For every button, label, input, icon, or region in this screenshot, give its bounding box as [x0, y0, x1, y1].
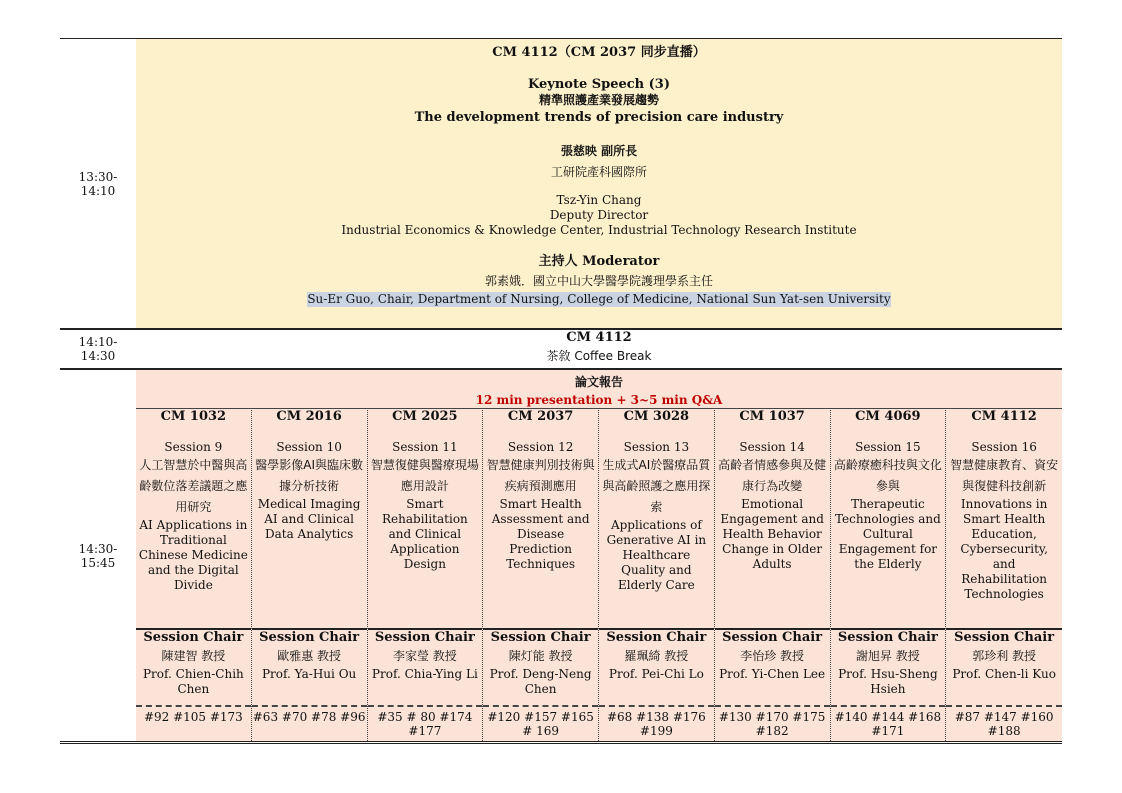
keynote-title-zh: 精準照護產業發展趨勢	[538, 93, 659, 107]
session-room: CM 3028	[623, 409, 690, 424]
session-room: CM 4069	[855, 409, 921, 424]
moderator-label: 主持人 Moderator	[538, 254, 660, 269]
session-chair-zh: 歐雅惠 教授	[277, 649, 342, 663]
session-chair-zh: 陳灯能 教授	[508, 649, 573, 663]
session-column	[831, 408, 947, 741]
moderator-zh: 郭素娥．國立中山大學醫學院護理學系主任	[484, 274, 713, 288]
session-title-zh: 智慧健康判別技術與疾病預測應用	[486, 458, 595, 493]
session-chair-zh: 羅珮綺 教授	[624, 649, 689, 663]
session-column	[715, 408, 831, 741]
session-chair-zh: 李怡珍 教授	[740, 649, 805, 663]
keynote-row	[60, 38, 1062, 330]
session-name: Session 14	[739, 440, 805, 454]
break-time: 14:10- 14:30	[78, 335, 118, 363]
session-title-zh: 高齡療癒科技與文化參與	[833, 458, 942, 493]
session-chair-label: Session Chair	[606, 630, 707, 645]
session-title-zh: 生成式AI於醫療品質與高齡照護之應用探索	[602, 458, 711, 514]
moderator-en-selected-text[interactable]: Su-Er Guo, Chair, Department of Nursing, College of Medicine, National Sun Yat-sen University	[307, 292, 891, 306]
session-title-en: Smart Health Assessment and Disease Prediction Techniques	[491, 497, 590, 571]
session-chair-label: Session Chair	[259, 630, 360, 645]
session-chair-en: Prof. Yi-Chen Lee	[719, 667, 826, 681]
speaker-org-zh: 工研院產科國際所	[550, 165, 647, 179]
session-room: CM 1032	[160, 409, 227, 424]
session-paper-ids: #87 #147 #160 #188	[954, 710, 1054, 738]
session-title-en: Smart Rehabilitation and Clinical Application Design	[381, 497, 468, 571]
session-column	[599, 408, 715, 741]
session-title-zh: 醫學影像AI與臨床數據分析技術	[255, 458, 363, 493]
session-paper-ids: #35 # 80 #174 #177	[377, 710, 473, 738]
session-title-en: Applications of Generative AI in Healthcare Quality and Elderly Care	[606, 518, 707, 592]
break-cell	[136, 330, 1062, 368]
speaker-position-en: Deputy Director	[549, 208, 649, 222]
papers-time: 14:30- 15:45	[78, 541, 118, 570]
session-chair-zh: 陳建智 教授	[161, 649, 226, 663]
session-column	[368, 408, 484, 741]
session-chair-label: Session Chair	[954, 630, 1055, 645]
session-title-en: Medical Imaging AI and Clinical Data Analytics	[257, 497, 361, 541]
session-chair-label: Session Chair	[837, 630, 938, 645]
session-chair-en: Prof. Hsu-Sheng Hsieh	[838, 667, 938, 696]
session-title-en: Innovations in Smart Health Education, Cybersecurity, and Rehabilitation Technologies	[960, 497, 1048, 601]
session-name: Session 13	[623, 440, 690, 454]
session-chair-label: Session Chair	[722, 630, 823, 645]
session-name: Session 12	[507, 440, 574, 454]
session-room: CM 2037	[507, 409, 574, 424]
session-chair-label: Session Chair	[490, 630, 591, 645]
session-column	[252, 408, 368, 741]
session-paper-ids: #63 #70 #78 #96	[252, 710, 366, 724]
keynote-title-en: Keynote Speech (3)	[527, 77, 671, 92]
session-chair-en: Prof. Chia-Ying Li	[371, 667, 478, 681]
session-title-en: Emotional Engagement and Health Behavior Change in Older Adults	[720, 497, 824, 571]
session-name: Session 11	[392, 440, 458, 454]
session-name: Session 16	[971, 440, 1037, 454]
session-column	[136, 408, 252, 741]
speaker-name-en: Tsz-Yin Chang	[556, 193, 642, 207]
session-chair-label: Session Chair	[374, 630, 475, 645]
session-chair-en: Prof. Ya-Hui Ou	[261, 667, 357, 681]
session-title-zh: 高齡者情感參與及健康行為改變	[718, 458, 827, 493]
session-title-zh: 人工智慧於中醫與高齡數位落差議題之應用研究	[139, 458, 248, 514]
session-name: Session 10	[276, 440, 342, 454]
schedule-table	[60, 38, 1062, 744]
session-paper-ids: #68 #138 #176 #199	[606, 710, 706, 738]
session-chair-en: Prof. Pei-Chi Lo	[608, 667, 704, 681]
papers-label: 論文報告	[574, 375, 623, 389]
session-paper-ids: #120 #157 #165 # 169	[487, 710, 594, 738]
session-chair-zh: 謝旭昇 教授	[855, 649, 920, 663]
break-label: 茶敘 Coffee Break	[546, 349, 652, 363]
session-column	[946, 408, 1062, 741]
speaker-name-zh: 張慈映 副所長	[560, 144, 638, 158]
papers-note: 12 min presentation + 3~5 min Q&A	[475, 393, 723, 407]
session-chair-zh: 郭珍利 教授	[972, 649, 1037, 663]
session-paper-ids: #92 #105 #173	[143, 710, 243, 724]
session-column	[483, 408, 599, 741]
session-room: CM 4112	[971, 409, 1037, 424]
session-room: CM 1037	[739, 409, 805, 424]
session-title-zh: 智慧復健與醫療現場應用設計	[370, 458, 479, 493]
papers-cell	[136, 370, 1062, 741]
papers-row	[60, 370, 1062, 744]
keynote-topic: The development trends of precision care industry	[414, 110, 784, 125]
session-chair-en: Prof. Chen-li Kuo	[952, 667, 1056, 681]
sessions-grid	[136, 408, 1062, 741]
session-name: Session 9	[164, 440, 223, 454]
session-name: Session 15	[855, 440, 921, 454]
session-title-zh: 智慧健康教育、資安與復健科技創新	[950, 458, 1059, 493]
session-title-en: AI Applications in Traditional Chinese Medicine and the Digital Divide	[138, 518, 248, 592]
session-paper-ids: #140 #144 #168 #171	[834, 710, 942, 738]
session-chair-en: Prof. Chien-Chih Chen	[142, 667, 244, 696]
session-title-en: Therapeutic Technologies and Cultural Engagement for the Elderly	[834, 497, 941, 571]
session-chair-zh: 李家瑩 教授	[392, 649, 457, 663]
session-room: CM 2016	[276, 409, 342, 424]
break-room: CM 4112	[566, 330, 632, 345]
session-chair-label: Session Chair	[143, 630, 244, 645]
break-row	[60, 330, 1062, 370]
session-chair-en: Prof. Deng-Neng Chen	[489, 667, 592, 696]
keynote-time: 13:30- 14:10	[78, 169, 118, 198]
session-paper-ids: #130 #170 #175 #182	[718, 710, 826, 738]
speaker-org-en: Industrial Economics & Knowledge Center, Industrial Technology Research Institute	[341, 223, 857, 237]
keynote-room: CM 4112（CM 2037 同步直播）	[492, 45, 706, 60]
session-room: CM 2025	[392, 409, 458, 424]
keynote-cell	[136, 39, 1062, 328]
